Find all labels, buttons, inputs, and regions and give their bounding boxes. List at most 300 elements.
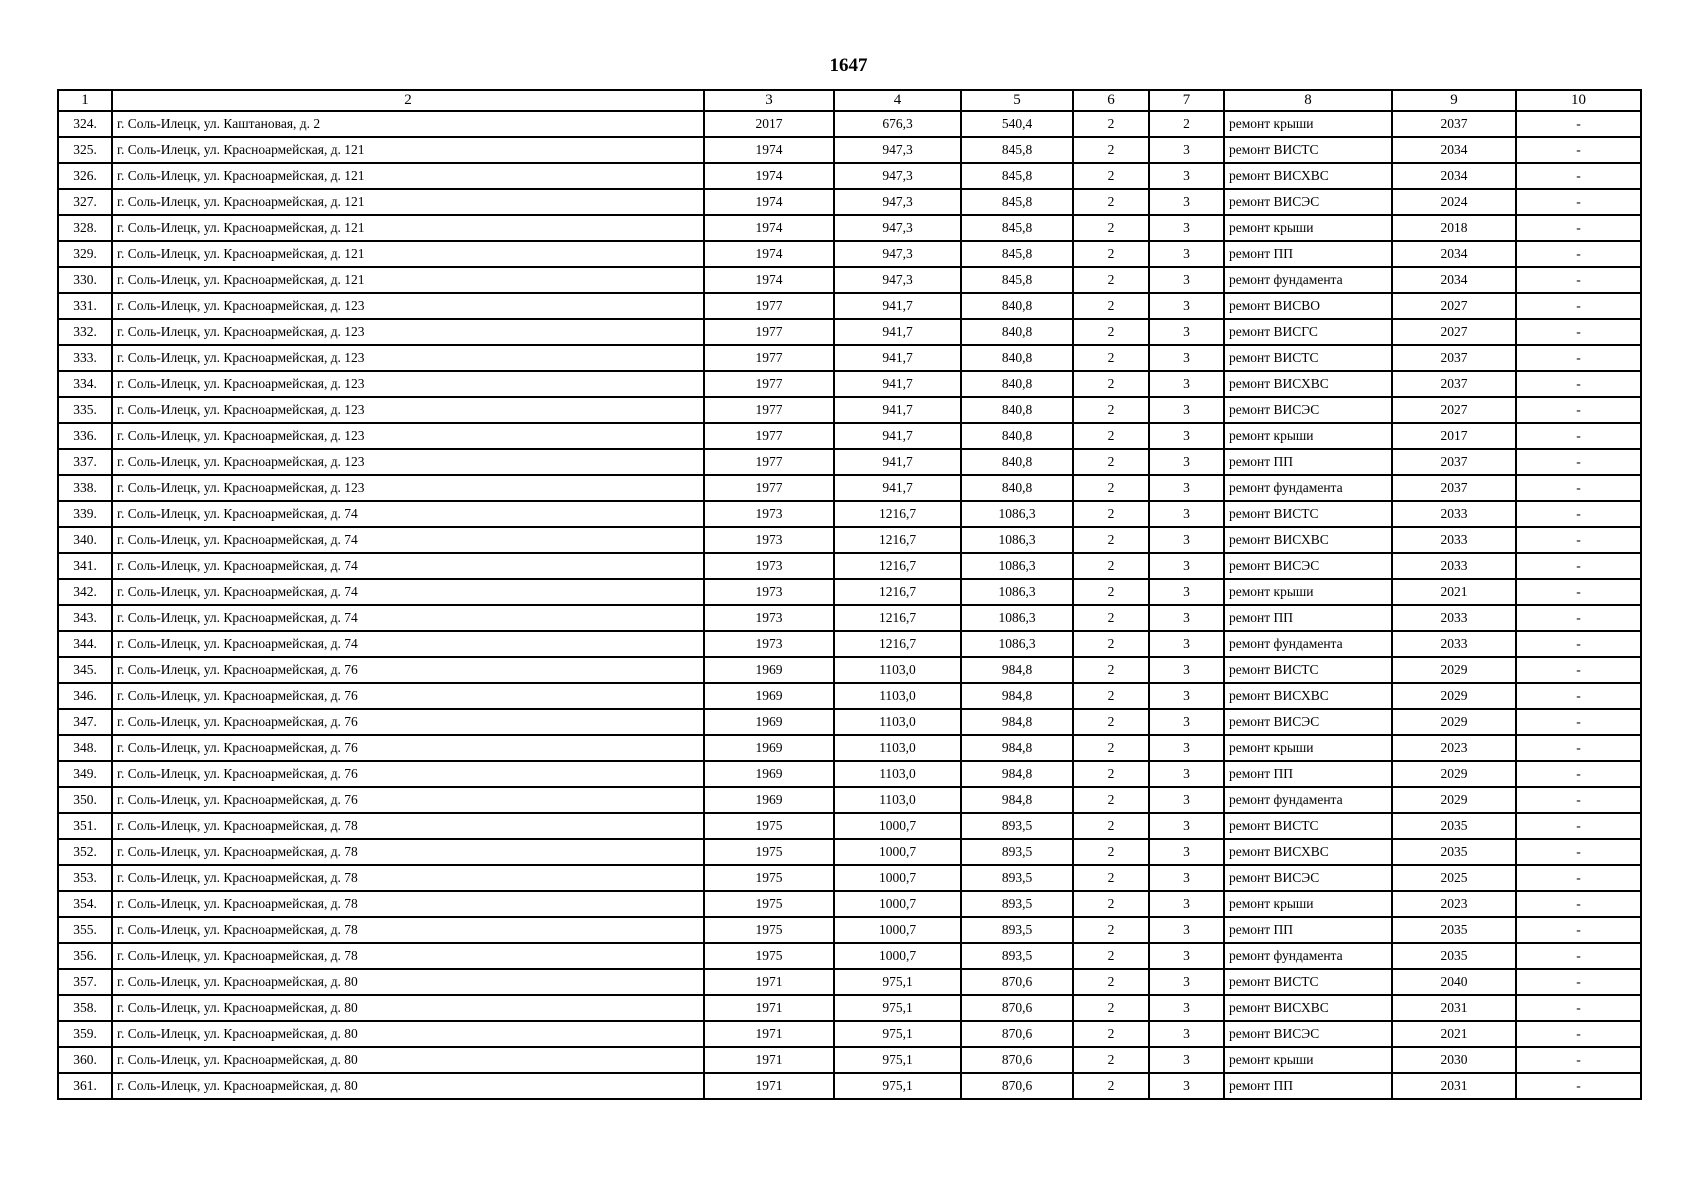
col-plan-year-cell: 2033 [1392,605,1516,631]
col-work-type-cell: ремонт крыши [1224,1047,1392,1073]
col-note-cell: - [1516,267,1641,293]
col-year-cell: 1977 [704,397,834,423]
col-number-cell: 353. [58,865,112,891]
col-plan-year-cell: 2025 [1392,865,1516,891]
col-note-cell: - [1516,553,1641,579]
col-number-cell: 339. [58,501,112,527]
col-number-cell: 358. [58,995,112,1021]
col-address-cell: г. Соль-Илецк, ул. Красноармейская, д. 76 [112,657,704,683]
col-entrances-cell: 3 [1149,631,1224,657]
table-row [58,137,1641,163]
col-plan-year-cell: 2030 [1392,1047,1516,1073]
col-year-cell: 1974 [704,163,834,189]
col-note-cell: - [1516,397,1641,423]
col-total-area-cell: 1103,0 [834,735,961,761]
col-plan-year-cell: 2037 [1392,111,1516,137]
col-plan-year-cell: 2027 [1392,319,1516,345]
header-col-plan-year: 9 [1392,90,1516,111]
table-row [58,319,1641,345]
table-row [58,1021,1641,1047]
col-note-cell: - [1516,475,1641,501]
col-plan-year-cell: 2029 [1392,761,1516,787]
col-address-cell: г. Соль-Илецк, ул. Красноармейская, д. 74 [112,553,704,579]
header-col-number: 1 [58,90,112,111]
table-row [58,605,1641,631]
col-address-cell: г. Соль-Илецк, ул. Красноармейская, д. 121 [112,241,704,267]
col-address-cell: г. Соль-Илецк, ул. Красноармейская, д. 121 [112,163,704,189]
table-row [58,839,1641,865]
col-living-area-cell: 540,4 [961,111,1073,137]
col-total-area-cell: 1216,7 [834,527,961,553]
col-number-cell: 347. [58,709,112,735]
col-note-cell: - [1516,943,1641,969]
col-total-area-cell: 947,3 [834,137,961,163]
col-total-area-cell: 941,7 [834,345,961,371]
col-number-cell: 357. [58,969,112,995]
col-work-type-cell: ремонт ВИСТС [1224,501,1392,527]
col-number-cell: 350. [58,787,112,813]
col-plan-year-cell: 2034 [1392,163,1516,189]
col-entrances-cell: 3 [1149,501,1224,527]
table-row [58,787,1641,813]
table-row [58,761,1641,787]
col-work-type-cell: ремонт крыши [1224,111,1392,137]
col-note-cell: - [1516,527,1641,553]
col-plan-year-cell: 2021 [1392,1021,1516,1047]
col-floors-cell: 2 [1073,189,1149,215]
col-plan-year-cell: 2034 [1392,267,1516,293]
col-floors-cell: 2 [1073,267,1149,293]
col-year-cell: 1971 [704,969,834,995]
table-row [58,449,1641,475]
col-year-cell: 1977 [704,371,834,397]
col-total-area-cell: 975,1 [834,1047,961,1073]
col-address-cell: г. Соль-Илецк, ул. Красноармейская, д. 123 [112,371,704,397]
col-address-cell: г. Соль-Илецк, ул. Красноармейская, д. 123 [112,345,704,371]
col-floors-cell: 2 [1073,1073,1149,1099]
col-number-cell: 331. [58,293,112,319]
col-living-area-cell: 1086,3 [961,527,1073,553]
col-total-area-cell: 1000,7 [834,943,961,969]
col-address-cell: г. Соль-Илецк, ул. Красноармейская, д. 123 [112,293,704,319]
col-address-cell: г. Соль-Илецк, ул. Каштановая, д. 2 [112,111,704,137]
col-year-cell: 1973 [704,527,834,553]
col-total-area-cell: 947,3 [834,189,961,215]
table-row [58,995,1641,1021]
table-row [58,163,1641,189]
table-row [58,215,1641,241]
col-work-type-cell: ремонт фундамента [1224,631,1392,657]
col-number-cell: 359. [58,1021,112,1047]
col-work-type-cell: ремонт ВИСЭС [1224,709,1392,735]
col-floors-cell: 2 [1073,423,1149,449]
col-address-cell: г. Соль-Илецк, ул. Красноармейская, д. 74 [112,527,704,553]
col-entrances-cell: 3 [1149,1073,1224,1099]
col-living-area-cell: 840,8 [961,345,1073,371]
col-work-type-cell: ремонт ВИСТС [1224,813,1392,839]
col-address-cell: г. Соль-Илецк, ул. Красноармейская, д. 123 [112,319,704,345]
col-number-cell: 344. [58,631,112,657]
col-year-cell: 1975 [704,891,834,917]
col-floors-cell: 2 [1073,605,1149,631]
col-entrances-cell: 3 [1149,163,1224,189]
col-work-type-cell: ремонт крыши [1224,579,1392,605]
table-row [58,241,1641,267]
col-number-cell: 324. [58,111,112,137]
col-total-area-cell: 1216,7 [834,501,961,527]
col-floors-cell: 2 [1073,137,1149,163]
col-living-area-cell: 893,5 [961,813,1073,839]
col-entrances-cell: 3 [1149,215,1224,241]
col-work-type-cell: ремонт ВИСЭС [1224,865,1392,891]
col-year-cell: 1969 [704,735,834,761]
col-living-area-cell: 1086,3 [961,553,1073,579]
col-year-cell: 1969 [704,709,834,735]
header-col-address: 2 [112,90,704,111]
col-year-cell: 1973 [704,605,834,631]
col-note-cell: - [1516,449,1641,475]
table-row [58,293,1641,319]
col-living-area-cell: 845,8 [961,137,1073,163]
col-work-type-cell: ремонт ВИСЭС [1224,189,1392,215]
col-note-cell: - [1516,501,1641,527]
col-year-cell: 1971 [704,1073,834,1099]
col-number-cell: 360. [58,1047,112,1073]
col-floors-cell: 2 [1073,345,1149,371]
col-work-type-cell: ремонт ВИСВО [1224,293,1392,319]
col-number-cell: 326. [58,163,112,189]
table-row [58,969,1641,995]
header-col-floors: 6 [1073,90,1149,111]
col-address-cell: г. Соль-Илецк, ул. Красноармейская, д. 80 [112,1047,704,1073]
col-address-cell: г. Соль-Илецк, ул. Красноармейская, д. 80 [112,1073,704,1099]
col-note-cell: - [1516,969,1641,995]
col-year-cell: 1977 [704,293,834,319]
col-year-cell: 1974 [704,189,834,215]
col-work-type-cell: ремонт крыши [1224,891,1392,917]
col-address-cell: г. Соль-Илецк, ул. Красноармейская, д. 123 [112,423,704,449]
col-work-type-cell: ремонт ПП [1224,761,1392,787]
col-entrances-cell: 3 [1149,319,1224,345]
col-work-type-cell: ремонт крыши [1224,735,1392,761]
col-work-type-cell: ремонт ВИСЭС [1224,553,1392,579]
col-plan-year-cell: 2029 [1392,787,1516,813]
col-floors-cell: 2 [1073,891,1149,917]
table-row [58,917,1641,943]
col-number-cell: 361. [58,1073,112,1099]
col-work-type-cell: ремонт ПП [1224,449,1392,475]
col-entrances-cell: 3 [1149,579,1224,605]
col-year-cell: 1977 [704,475,834,501]
col-year-cell: 1971 [704,1021,834,1047]
col-total-area-cell: 947,3 [834,241,961,267]
col-work-type-cell: ремонт ПП [1224,605,1392,631]
col-plan-year-cell: 2024 [1392,189,1516,215]
col-plan-year-cell: 2023 [1392,735,1516,761]
col-floors-cell: 2 [1073,735,1149,761]
col-total-area-cell: 941,7 [834,449,961,475]
col-living-area-cell: 984,8 [961,761,1073,787]
col-year-cell: 2017 [704,111,834,137]
col-plan-year-cell: 2018 [1392,215,1516,241]
col-living-area-cell: 1086,3 [961,501,1073,527]
col-number-cell: 348. [58,735,112,761]
col-address-cell: г. Соль-Илецк, ул. Красноармейская, д. 78 [112,865,704,891]
header-col-work-type: 8 [1224,90,1392,111]
col-living-area-cell: 984,8 [961,787,1073,813]
col-work-type-cell: ремонт крыши [1224,215,1392,241]
col-year-cell: 1975 [704,917,834,943]
table-row [58,475,1641,501]
col-entrances-cell: 3 [1149,891,1224,917]
col-year-cell: 1974 [704,267,834,293]
col-year-cell: 1977 [704,449,834,475]
col-number-cell: 328. [58,215,112,241]
col-work-type-cell: ремонт ВИСХВС [1224,371,1392,397]
col-number-cell: 354. [58,891,112,917]
table-row [58,709,1641,735]
col-floors-cell: 2 [1073,397,1149,423]
col-living-area-cell: 840,8 [961,423,1073,449]
col-year-cell: 1969 [704,787,834,813]
col-work-type-cell: ремонт ВИСГС [1224,319,1392,345]
col-number-cell: 343. [58,605,112,631]
table-row [58,1073,1641,1099]
col-note-cell: - [1516,657,1641,683]
col-work-type-cell: ремонт ВИСТС [1224,345,1392,371]
col-work-type-cell: ремонт ВИСХВС [1224,839,1392,865]
col-note-cell: - [1516,371,1641,397]
col-work-type-cell: ремонт ВИСЭС [1224,397,1392,423]
col-entrances-cell: 3 [1149,605,1224,631]
col-plan-year-cell: 2037 [1392,449,1516,475]
col-plan-year-cell: 2029 [1392,657,1516,683]
col-number-cell: 329. [58,241,112,267]
col-address-cell: г. Соль-Илецк, ул. Красноармейская, д. 74 [112,501,704,527]
col-entrances-cell: 3 [1149,527,1224,553]
col-work-type-cell: ремонт ВИСТС [1224,969,1392,995]
col-plan-year-cell: 2037 [1392,345,1516,371]
col-entrances-cell: 3 [1149,241,1224,267]
table-row [58,891,1641,917]
register-table [57,89,1642,1100]
table-row [58,423,1641,449]
col-year-cell: 1969 [704,657,834,683]
col-work-type-cell: ремонт ВИСХВС [1224,163,1392,189]
table-row [58,631,1641,657]
col-address-cell: г. Соль-Илецк, ул. Красноармейская, д. 74 [112,605,704,631]
col-address-cell: г. Соль-Илецк, ул. Красноармейская, д. 74 [112,631,704,657]
col-work-type-cell: ремонт ПП [1224,917,1392,943]
table-row [58,527,1641,553]
col-note-cell: - [1516,735,1641,761]
col-address-cell: г. Соль-Илецк, ул. Красноармейская, д. 123 [112,475,704,501]
col-plan-year-cell: 2033 [1392,501,1516,527]
col-floors-cell: 2 [1073,969,1149,995]
col-plan-year-cell: 2027 [1392,293,1516,319]
col-number-cell: 333. [58,345,112,371]
col-living-area-cell: 984,8 [961,735,1073,761]
col-year-cell: 1973 [704,631,834,657]
col-address-cell: г. Соль-Илецк, ул. Красноармейская, д. 78 [112,813,704,839]
col-floors-cell: 2 [1073,241,1149,267]
col-note-cell: - [1516,813,1641,839]
col-plan-year-cell: 2037 [1392,475,1516,501]
col-number-cell: 338. [58,475,112,501]
col-total-area-cell: 1103,0 [834,709,961,735]
table-row [58,371,1641,397]
col-floors-cell: 2 [1073,787,1149,813]
table-row [58,865,1641,891]
col-total-area-cell: 941,7 [834,293,961,319]
col-total-area-cell: 1000,7 [834,865,961,891]
col-living-area-cell: 840,8 [961,319,1073,345]
col-total-area-cell: 1000,7 [834,917,961,943]
col-year-cell: 1977 [704,423,834,449]
col-living-area-cell: 840,8 [961,475,1073,501]
col-number-cell: 337. [58,449,112,475]
col-work-type-cell: ремонт фундамента [1224,475,1392,501]
col-living-area-cell: 893,5 [961,943,1073,969]
col-address-cell: г. Соль-Илецк, ул. Красноармейская, д. 78 [112,943,704,969]
col-number-cell: 355. [58,917,112,943]
col-address-cell: г. Соль-Илецк, ул. Красноармейская, д. 78 [112,917,704,943]
col-total-area-cell: 1000,7 [834,813,961,839]
col-floors-cell: 2 [1073,917,1149,943]
col-plan-year-cell: 2040 [1392,969,1516,995]
table-row [58,943,1641,969]
col-floors-cell: 2 [1073,527,1149,553]
col-address-cell: г. Соль-Илецк, ул. Красноармейская, д. 78 [112,891,704,917]
table-row [58,579,1641,605]
col-floors-cell: 2 [1073,1021,1149,1047]
col-note-cell: - [1516,137,1641,163]
col-note-cell: - [1516,683,1641,709]
col-work-type-cell: ремонт ПП [1224,241,1392,267]
col-number-cell: 325. [58,137,112,163]
col-address-cell: г. Соль-Илецк, ул. Красноармейская, д. 74 [112,579,704,605]
col-number-cell: 345. [58,657,112,683]
col-floors-cell: 2 [1073,215,1149,241]
col-plan-year-cell: 2035 [1392,917,1516,943]
col-living-area-cell: 845,8 [961,215,1073,241]
col-living-area-cell: 893,5 [961,917,1073,943]
col-living-area-cell: 893,5 [961,865,1073,891]
col-plan-year-cell: 2033 [1392,631,1516,657]
col-floors-cell: 2 [1073,449,1149,475]
col-number-cell: 352. [58,839,112,865]
col-total-area-cell: 1103,0 [834,657,961,683]
col-number-cell: 346. [58,683,112,709]
col-floors-cell: 2 [1073,995,1149,1021]
col-floors-cell: 2 [1073,293,1149,319]
col-floors-cell: 2 [1073,475,1149,501]
col-address-cell: г. Соль-Илецк, ул. Красноармейская, д. 76 [112,709,704,735]
col-living-area-cell: 840,8 [961,371,1073,397]
col-floors-cell: 2 [1073,111,1149,137]
col-year-cell: 1974 [704,215,834,241]
col-entrances-cell: 2 [1149,111,1224,137]
col-plan-year-cell: 2029 [1392,683,1516,709]
col-year-cell: 1975 [704,813,834,839]
col-number-cell: 349. [58,761,112,787]
col-living-area-cell: 893,5 [961,891,1073,917]
col-living-area-cell: 840,8 [961,293,1073,319]
col-plan-year-cell: 2033 [1392,527,1516,553]
table-row [58,657,1641,683]
col-total-area-cell: 941,7 [834,319,961,345]
col-year-cell: 1973 [704,553,834,579]
col-entrances-cell: 3 [1149,735,1224,761]
col-note-cell: - [1516,345,1641,371]
col-total-area-cell: 947,3 [834,163,961,189]
col-note-cell: - [1516,215,1641,241]
page-number: 1647 [829,55,868,76]
col-entrances-cell: 3 [1149,475,1224,501]
col-entrances-cell: 3 [1149,1047,1224,1073]
header-col-year: 3 [704,90,834,111]
col-floors-cell: 2 [1073,319,1149,345]
col-plan-year-cell: 2031 [1392,1073,1516,1099]
col-floors-cell: 2 [1073,709,1149,735]
col-entrances-cell: 3 [1149,189,1224,215]
col-entrances-cell: 3 [1149,293,1224,319]
col-note-cell: - [1516,787,1641,813]
col-total-area-cell: 941,7 [834,475,961,501]
col-address-cell: г. Соль-Илецк, ул. Красноармейская, д. 76 [112,683,704,709]
col-entrances-cell: 3 [1149,969,1224,995]
col-living-area-cell: 984,8 [961,683,1073,709]
col-work-type-cell: ремонт ВИСХВС [1224,527,1392,553]
col-living-area-cell: 984,8 [961,709,1073,735]
col-number-cell: 351. [58,813,112,839]
col-year-cell: 1973 [704,579,834,605]
col-note-cell: - [1516,605,1641,631]
col-note-cell: - [1516,917,1641,943]
col-living-area-cell: 840,8 [961,449,1073,475]
table-row [58,553,1641,579]
col-note-cell: - [1516,631,1641,657]
col-address-cell: г. Соль-Илецк, ул. Красноармейская, д. 80 [112,969,704,995]
col-living-area-cell: 840,8 [961,397,1073,423]
col-number-cell: 335. [58,397,112,423]
col-entrances-cell: 3 [1149,787,1224,813]
col-note-cell: - [1516,995,1641,1021]
col-total-area-cell: 1216,7 [834,579,961,605]
col-entrances-cell: 3 [1149,943,1224,969]
col-note-cell: - [1516,1021,1641,1047]
col-floors-cell: 2 [1073,371,1149,397]
col-entrances-cell: 3 [1149,813,1224,839]
col-address-cell: г. Соль-Илецк, ул. Красноармейская, д. 121 [112,267,704,293]
col-address-cell: г. Соль-Илецк, ул. Красноармейская, д. 123 [112,449,704,475]
col-note-cell: - [1516,709,1641,735]
col-note-cell: - [1516,1047,1641,1073]
col-total-area-cell: 1216,7 [834,631,961,657]
table-row [58,189,1641,215]
header-col-note: 10 [1516,90,1641,111]
col-address-cell: г. Соль-Илецк, ул. Красноармейская, д. 76 [112,735,704,761]
col-total-area-cell: 1103,0 [834,683,961,709]
col-total-area-cell: 941,7 [834,397,961,423]
table-row [58,345,1641,371]
col-entrances-cell: 3 [1149,553,1224,579]
col-living-area-cell: 984,8 [961,657,1073,683]
col-note-cell: - [1516,241,1641,267]
col-work-type-cell: ремонт ВИСТС [1224,137,1392,163]
col-work-type-cell: ремонт фундамента [1224,267,1392,293]
col-living-area-cell: 845,8 [961,163,1073,189]
